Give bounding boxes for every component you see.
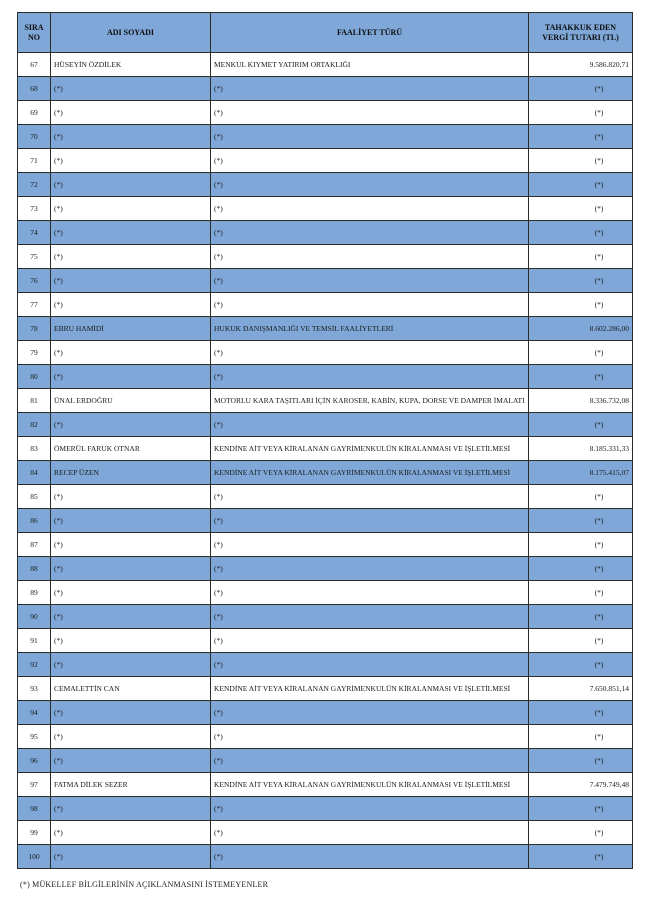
row-faaliyet-turu: (*) [211, 125, 529, 149]
row-sira-no: 100 [18, 845, 51, 869]
row-adi-soyadi: ÜNAL ERDOĞRU [51, 389, 211, 413]
row-faaliyet-turu: (*) [211, 269, 529, 293]
row-vergi-tutari: (*) [529, 245, 633, 269]
row-faaliyet-turu: (*) [211, 533, 529, 557]
row-vergi-tutari: 9.586.820,71 [529, 53, 633, 77]
table-row [18, 749, 633, 773]
table-row [18, 53, 633, 77]
table-row [18, 245, 633, 269]
row-vergi-tutari: (*) [529, 845, 633, 869]
row-sira-no: 87 [18, 533, 51, 557]
row-vergi-tutari: (*) [529, 653, 633, 677]
row-vergi-tutari: (*) [529, 725, 633, 749]
row-vergi-tutari: (*) [529, 629, 633, 653]
row-adi-soyadi: (*) [51, 245, 211, 269]
row-adi-soyadi: CEMALETTİN CAN [51, 677, 211, 701]
row-faaliyet-turu: (*) [211, 653, 529, 677]
table-row [18, 533, 633, 557]
table-row [18, 725, 633, 749]
row-vergi-tutari: 7.479.749,48 [529, 773, 633, 797]
footnote: (*) MÜKELLEF BİLGİLERİNİN AÇIKLANMASINI İSTEMEYENLER [20, 880, 269, 889]
row-vergi-tutari: (*) [529, 101, 633, 125]
row-faaliyet-turu: (*) [211, 845, 529, 869]
row-vergi-tutari: (*) [529, 605, 633, 629]
row-sira-no: 78 [18, 317, 51, 341]
row-sira-no: 86 [18, 509, 51, 533]
table-row [18, 773, 633, 797]
table-row [18, 605, 633, 629]
row-vergi-tutari: 8.185.331,33 [529, 437, 633, 461]
taxpayer-table-container [17, 12, 632, 869]
row-faaliyet-turu: KENDİNE AİT VEYA KİRALANAN GAYRİMENKULÜN KİRALANMASI VE İŞLETİLMESİ [211, 461, 529, 485]
row-adi-soyadi: (*) [51, 293, 211, 317]
row-sira-no: 94 [18, 701, 51, 725]
row-sira-no: 69 [18, 101, 51, 125]
row-adi-soyadi: (*) [51, 125, 211, 149]
table-row [18, 701, 633, 725]
table-row [18, 173, 633, 197]
table-row [18, 125, 633, 149]
row-adi-soyadi: (*) [51, 221, 211, 245]
table-row [18, 581, 633, 605]
row-adi-soyadi: (*) [51, 845, 211, 869]
row-sira-no: 95 [18, 725, 51, 749]
table-row [18, 797, 633, 821]
table-row [18, 653, 633, 677]
row-adi-soyadi: (*) [51, 653, 211, 677]
table-row [18, 389, 633, 413]
row-faaliyet-turu: (*) [211, 245, 529, 269]
row-sira-no: 81 [18, 389, 51, 413]
table-row [18, 101, 633, 125]
row-vergi-tutari: (*) [529, 197, 633, 221]
header-sira-no: SIRA NO [18, 13, 51, 53]
row-vergi-tutari: (*) [529, 509, 633, 533]
row-adi-soyadi: (*) [51, 413, 211, 437]
table-row [18, 485, 633, 509]
row-vergi-tutari: (*) [529, 341, 633, 365]
row-faaliyet-turu: (*) [211, 557, 529, 581]
header-faaliyet-turu: FAALİYET TÜRÜ [211, 13, 529, 53]
row-sira-no: 77 [18, 293, 51, 317]
table-row [18, 269, 633, 293]
table-row [18, 509, 633, 533]
row-adi-soyadi: (*) [51, 605, 211, 629]
row-vergi-tutari: 8.602.286,00 [529, 317, 633, 341]
table-row [18, 341, 633, 365]
row-sira-no: 88 [18, 557, 51, 581]
row-vergi-tutari: (*) [529, 221, 633, 245]
table-body [18, 53, 633, 869]
row-vergi-tutari: (*) [529, 749, 633, 773]
table-row [18, 149, 633, 173]
table-row [18, 845, 633, 869]
row-sira-no: 89 [18, 581, 51, 605]
row-sira-no: 85 [18, 485, 51, 509]
row-vergi-tutari: (*) [529, 797, 633, 821]
table-row [18, 365, 633, 389]
table-row [18, 221, 633, 245]
table-row [18, 317, 633, 341]
row-vergi-tutari: (*) [529, 125, 633, 149]
row-adi-soyadi: (*) [51, 533, 211, 557]
row-sira-no: 91 [18, 629, 51, 653]
row-sira-no: 99 [18, 821, 51, 845]
row-adi-soyadi: (*) [51, 269, 211, 293]
row-faaliyet-turu: (*) [211, 221, 529, 245]
row-sira-no: 75 [18, 245, 51, 269]
row-faaliyet-turu: MOTORLU KARA TAŞITLARI İÇİN KAROSER, KABİN, KUPA, DORSE VE DAMPER İMALATI [211, 389, 529, 413]
row-faaliyet-turu: (*) [211, 413, 529, 437]
taxpayer-table [17, 12, 633, 869]
row-faaliyet-turu: MENKUL KIYMET YATIRIM ORTAKLIĞI [211, 53, 529, 77]
row-sira-no: 79 [18, 341, 51, 365]
row-faaliyet-turu: (*) [211, 797, 529, 821]
row-vergi-tutari: (*) [529, 533, 633, 557]
row-adi-soyadi: (*) [51, 701, 211, 725]
row-adi-soyadi: (*) [51, 557, 211, 581]
row-vergi-tutari: (*) [529, 581, 633, 605]
row-sira-no: 84 [18, 461, 51, 485]
row-adi-soyadi: (*) [51, 173, 211, 197]
row-adi-soyadi: (*) [51, 365, 211, 389]
row-faaliyet-turu: (*) [211, 701, 529, 725]
row-sira-no: 68 [18, 77, 51, 101]
row-sira-no: 72 [18, 173, 51, 197]
row-sira-no: 80 [18, 365, 51, 389]
row-vergi-tutari: (*) [529, 365, 633, 389]
row-faaliyet-turu: (*) [211, 341, 529, 365]
table-row [18, 821, 633, 845]
row-faaliyet-turu: (*) [211, 605, 529, 629]
row-faaliyet-turu: KENDİNE AİT VEYA KİRALANAN GAYRİMENKULÜN KİRALANMASI VE İŞLETİLMESİ [211, 437, 529, 461]
row-adi-soyadi: ÖMERÜL FARUK OTNAR [51, 437, 211, 461]
row-adi-soyadi: (*) [51, 341, 211, 365]
row-vergi-tutari: (*) [529, 293, 633, 317]
row-sira-no: 97 [18, 773, 51, 797]
row-sira-no: 74 [18, 221, 51, 245]
table-row [18, 413, 633, 437]
row-vergi-tutari: (*) [529, 77, 633, 101]
row-faaliyet-turu: (*) [211, 149, 529, 173]
row-sira-no: 98 [18, 797, 51, 821]
row-sira-no: 90 [18, 605, 51, 629]
row-vergi-tutari: (*) [529, 821, 633, 845]
row-adi-soyadi: (*) [51, 821, 211, 845]
row-sira-no: 73 [18, 197, 51, 221]
row-adi-soyadi: RECEP ÜZEN [51, 461, 211, 485]
row-sira-no: 83 [18, 437, 51, 461]
row-adi-soyadi: (*) [51, 629, 211, 653]
table-header-row [18, 13, 633, 53]
row-faaliyet-turu: (*) [211, 629, 529, 653]
row-adi-soyadi: EBRU HAMİDİ [51, 317, 211, 341]
row-faaliyet-turu: KENDİNE AİT VEYA KİRALANAN GAYRİMENKULÜN KİRALANMASI VE İŞLETİLMESİ [211, 677, 529, 701]
row-faaliyet-turu: (*) [211, 197, 529, 221]
table-row [18, 197, 633, 221]
row-vergi-tutari: 7.650.851,14 [529, 677, 633, 701]
table-row [18, 461, 633, 485]
row-vergi-tutari: 8.336.732,08 [529, 389, 633, 413]
table-row [18, 557, 633, 581]
header-adi-soyadi: ADI SOYADI [51, 13, 211, 53]
row-sira-no: 93 [18, 677, 51, 701]
row-faaliyet-turu: (*) [211, 77, 529, 101]
row-vergi-tutari: (*) [529, 173, 633, 197]
row-faaliyet-turu: (*) [211, 749, 529, 773]
row-adi-soyadi: (*) [51, 197, 211, 221]
row-sira-no: 70 [18, 125, 51, 149]
row-vergi-tutari: (*) [529, 485, 633, 509]
table-row [18, 437, 633, 461]
row-faaliyet-turu: (*) [211, 485, 529, 509]
row-adi-soyadi: (*) [51, 77, 211, 101]
row-faaliyet-turu: (*) [211, 509, 529, 533]
row-faaliyet-turu: (*) [211, 365, 529, 389]
row-vergi-tutari: (*) [529, 701, 633, 725]
row-adi-soyadi: (*) [51, 749, 211, 773]
row-sira-no: 76 [18, 269, 51, 293]
row-faaliyet-turu: (*) [211, 293, 529, 317]
row-adi-soyadi: FATMA DİLEK SEZER [51, 773, 211, 797]
row-adi-soyadi: HÜSEYİN ÖZDİLEK [51, 53, 211, 77]
header-vergi-tutari: TAHAKKUK EDEN VERGİ TUTARI (TL) [529, 13, 633, 53]
row-sira-no: 82 [18, 413, 51, 437]
table-row [18, 677, 633, 701]
row-faaliyet-turu: (*) [211, 173, 529, 197]
row-vergi-tutari: (*) [529, 557, 633, 581]
row-faaliyet-turu: (*) [211, 725, 529, 749]
row-vergi-tutari: (*) [529, 149, 633, 173]
table-row [18, 629, 633, 653]
table-row [18, 293, 633, 317]
row-faaliyet-turu: HUKUK DANIŞMANLIĞI VE TEMSİL FAALİYETLERİ [211, 317, 529, 341]
row-adi-soyadi: (*) [51, 101, 211, 125]
row-faaliyet-turu: (*) [211, 101, 529, 125]
row-faaliyet-turu: (*) [211, 821, 529, 845]
table-row [18, 77, 633, 101]
row-adi-soyadi: (*) [51, 149, 211, 173]
row-adi-soyadi: (*) [51, 581, 211, 605]
row-sira-no: 67 [18, 53, 51, 77]
row-vergi-tutari: (*) [529, 413, 633, 437]
row-sira-no: 92 [18, 653, 51, 677]
row-faaliyet-turu: KENDİNE AİT VEYA KİRALANAN GAYRİMENKULÜN KİRALANMASI VE İŞLETİLMESİ [211, 773, 529, 797]
row-sira-no: 71 [18, 149, 51, 173]
row-vergi-tutari: 8.175.415,07 [529, 461, 633, 485]
row-vergi-tutari: (*) [529, 269, 633, 293]
row-adi-soyadi: (*) [51, 725, 211, 749]
row-adi-soyadi: (*) [51, 485, 211, 509]
row-faaliyet-turu: (*) [211, 581, 529, 605]
row-adi-soyadi: (*) [51, 797, 211, 821]
row-adi-soyadi: (*) [51, 509, 211, 533]
row-sira-no: 96 [18, 749, 51, 773]
